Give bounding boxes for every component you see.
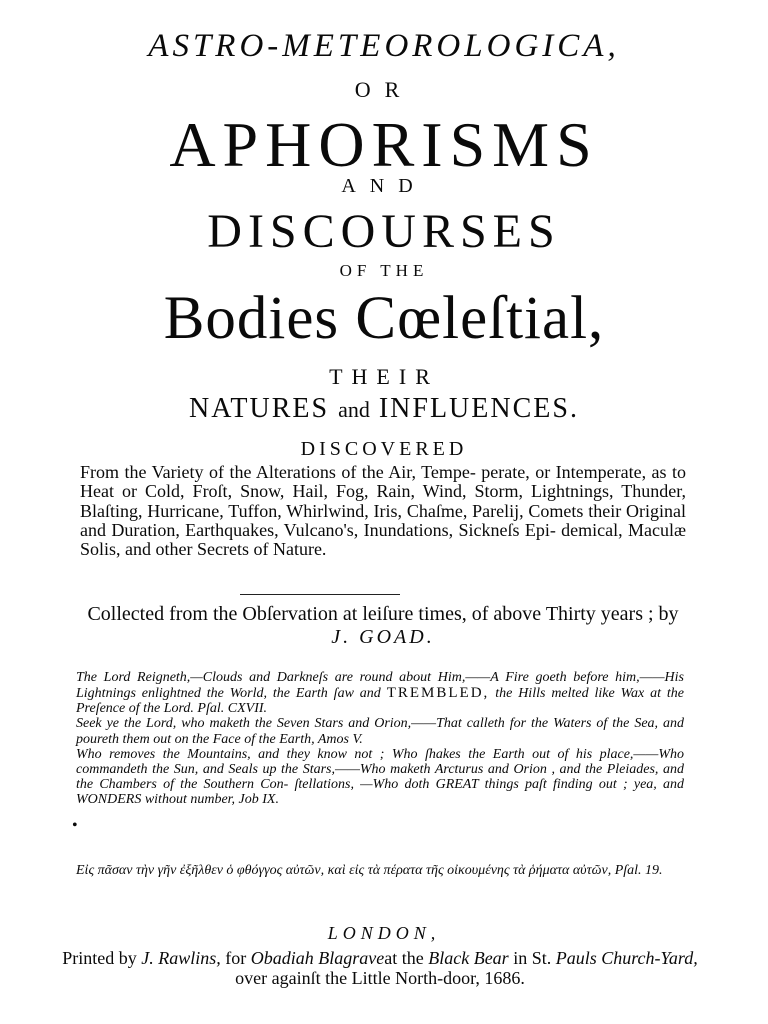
verse-amos: Seek ye the Lord, who maketh the Seven Stars and Orion,——That calleth for the Waters of the Sea, and poureth them out on the Face of the Earth, Amos V. bbox=[76, 716, 684, 747]
greek-quotation: Εἰς πᾶσαν τὴν γῆν ἐξῆλθεν ὁ φθόγγος αὐτῶν, καὶ εἰς τὰ πέρατα τῆς οἰκουμένης τὰ ῥήματα αὐτῶν, Pſal. 19. bbox=[76, 863, 663, 878]
printer-name: J. Rawlins, bbox=[141, 948, 221, 968]
collected-by-line bbox=[80, 603, 686, 649]
imprint-london: LONDON, bbox=[327, 923, 441, 943]
printed-in-text: in St. bbox=[513, 948, 552, 968]
divider-rule bbox=[240, 594, 400, 595]
natures-and-word: and bbox=[338, 397, 370, 422]
imprint-printed-by bbox=[60, 948, 700, 988]
title-discourses: DISCOURSES bbox=[207, 205, 561, 258]
natures-word: NATURES bbox=[189, 393, 330, 424]
shop-sign: Black Bear bbox=[428, 948, 509, 968]
verse-job: Who removes the Mountains, and they know not ; Who ſhakes the Earth out of his place,——Who commandeth the Sun, and Seals up the Stars,——Who maketh Arcturus and Orion , and the Pleiades, and the Chambers of the Southern Con- ſtellations, —Who doth GREAT things paſt finding out ; yea, and WONDERS without number, Job IX. bbox=[76, 746, 684, 807]
location-pauls: Pauls Church-Yard, bbox=[555, 948, 698, 968]
scripture-quotations bbox=[76, 670, 684, 807]
collected-text: Collected from the Obſervation at leiſure times, of above Thirty years ; by bbox=[87, 603, 679, 625]
title-or: OR bbox=[354, 77, 414, 102]
title-bodies-coelestial: Bodies Cœleſtial, bbox=[163, 285, 605, 352]
margin-mark: • bbox=[72, 817, 78, 834]
bookseller-name: Obadiah Blagrave bbox=[250, 948, 385, 968]
verse-psalm-rest: the Hills melted like Wax at the Preſence of the Lord. Pſal. CXVII. bbox=[76, 686, 685, 717]
printed-date-text: over againſt the Little North-door, 1686. bbox=[235, 968, 525, 989]
author-name: J. GOAD. bbox=[331, 626, 435, 648]
influences-word: INFLUENCES. bbox=[378, 393, 579, 424]
verse-psalm-text: The Lord Reigneth,—Clouds and Darkneſs are round about Him,——A Fire goeth before him,——His Lightnings enlightned the World, the Earth ſaw and bbox=[76, 670, 684, 702]
title-aphorisms: APHORISMS bbox=[169, 109, 599, 180]
printed-for-text: for bbox=[225, 948, 247, 968]
title-their: THEIR bbox=[329, 364, 439, 389]
subtitle-discovered: DISCOVERED bbox=[300, 438, 468, 460]
verse-trembled: TREMBLED, bbox=[386, 685, 490, 702]
title-of-the: OF THE bbox=[339, 261, 429, 280]
subtitle-paragraph: From the Variety of the Alterations of the Air, Tempe- perate, or Intemperate, as to Heat or Cold, Froſt, Snow, Hail, Fog, Rain, Wind, Storm, Lightnings, Thunder, Blaſting, Hurricane, Tuffon, Whirlwind, Iris, Chaſme, Parelij, Comets their Original and Duration, Earthquakes, Vulcano's, Inundations, Sickneſs Epi- demical, Maculæ Solis, and other Secrets of Nature. bbox=[80, 462, 686, 559]
title-astro-meteorologica: ASTRO-METEOROLOGICA, bbox=[148, 28, 620, 64]
printed-by-text: Printed by bbox=[62, 948, 137, 968]
printed-at-text: at the bbox=[384, 948, 424, 968]
title-natures-and-influences bbox=[0, 395, 768, 423]
title-and: AND bbox=[341, 175, 427, 197]
